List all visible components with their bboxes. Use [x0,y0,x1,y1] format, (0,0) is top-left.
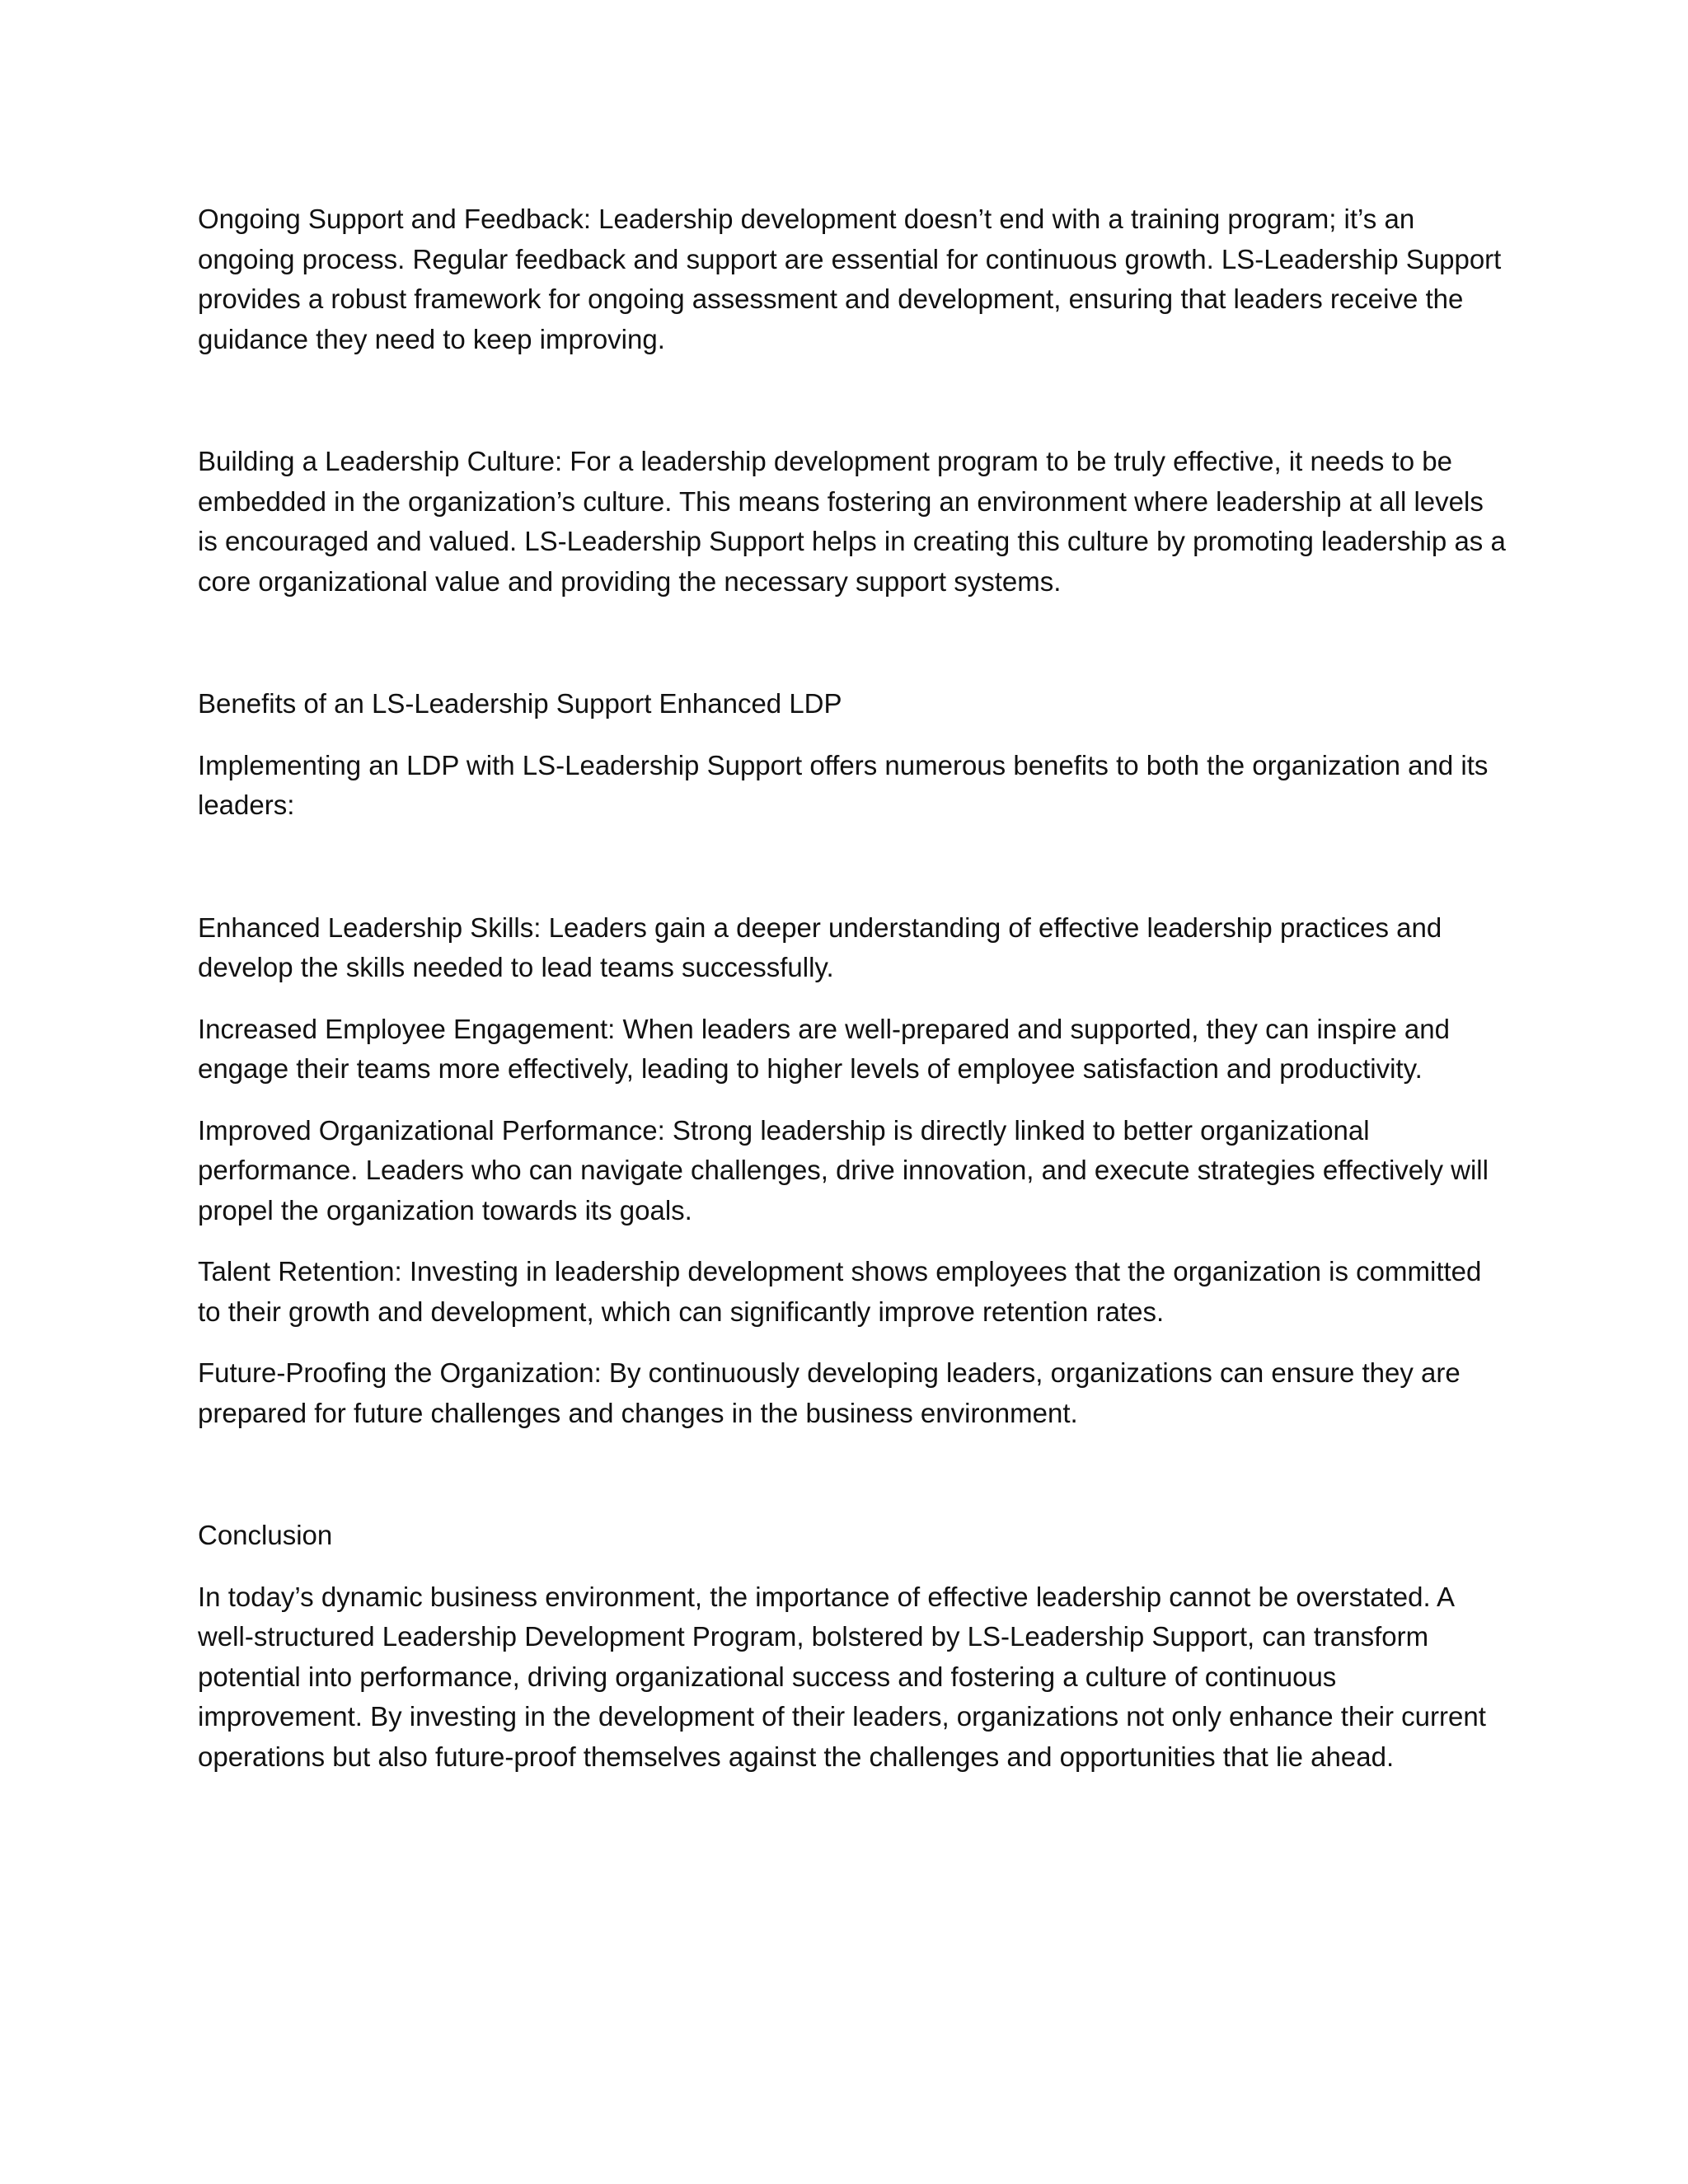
paragraph-ongoing-support: Ongoing Support and Feedback: Leadership development doesn’t end with a training program; it’s an ongoing process. Regular feedback and support are essential for continuous growth. LS-Leadership Support provides a robust framework for ongoing assessment and development, ensuring that leaders receive the guidance they need to keep improving. [198,204,1502,354]
benefit-item-future-proofing: Future-Proofing the Organization: By continuously developing leaders, organizations can ensure they are prepared for future challenges and changes in the business environment. [198,1357,1461,1428]
document-page [198,199,1508,1777]
benefit-item-skills: Enhanced Leadership Skills: Leaders gain a deeper understanding of effective leadership practices and develop the skills needed to lead teams successfully. [198,912,1442,982]
benefit-item-performance: Improved Organizational Performance: Strong leadership is directly linked to better organizational performance. Leaders who can navigate challenges, drive innovation, and execute strategies effectively will propel the organization towards its goals. [198,1114,1489,1226]
paragraph-leadership-culture: Building a Leadership Culture: For a leadership development program to be truly effective, it needs to be embedded in the organization’s culture. This means fostering an environment where leadership at all levels is encouraged and valued. LS-Leadership Support helps in creating this culture by promoting leadership as a core organizational value and providing the necessary support systems. [198,446,1506,597]
paragraph-benefits-intro: Implementing an LDP with LS-Leadership Support offers numerous benefits to both the organization and its leaders: [198,749,1489,820]
heading-conclusion: Conclusion [198,1520,333,1550]
benefit-item-retention: Talent Retention: Investing in leadership development shows employees that the organization is committed to their growth and development, which can significantly improve retention rates. [198,1256,1482,1327]
paragraph-conclusion: In today’s dynamic business environment, the importance of effective leadership cannot be overstated. A well-structured Leadership Development Program, bolstered by LS-Leadership Support, can transform potential into performance, driving organizational success and fostering a culture of continuous improvement. By investing in the development of their leaders, organizations not only enhance their current operations but also future-proof themselves against the challenges and opportunities that lie ahead. [198,1581,1486,1772]
benefit-item-engagement: Increased Employee Engagement: When leaders are well-prepared and supported, they can inspire and engage their teams more effectively, leading to higher levels of employee satisfaction and productivity. [198,1013,1450,1084]
heading-benefits: Benefits of an LS-Leadership Support Enhanced LDP [198,688,842,719]
